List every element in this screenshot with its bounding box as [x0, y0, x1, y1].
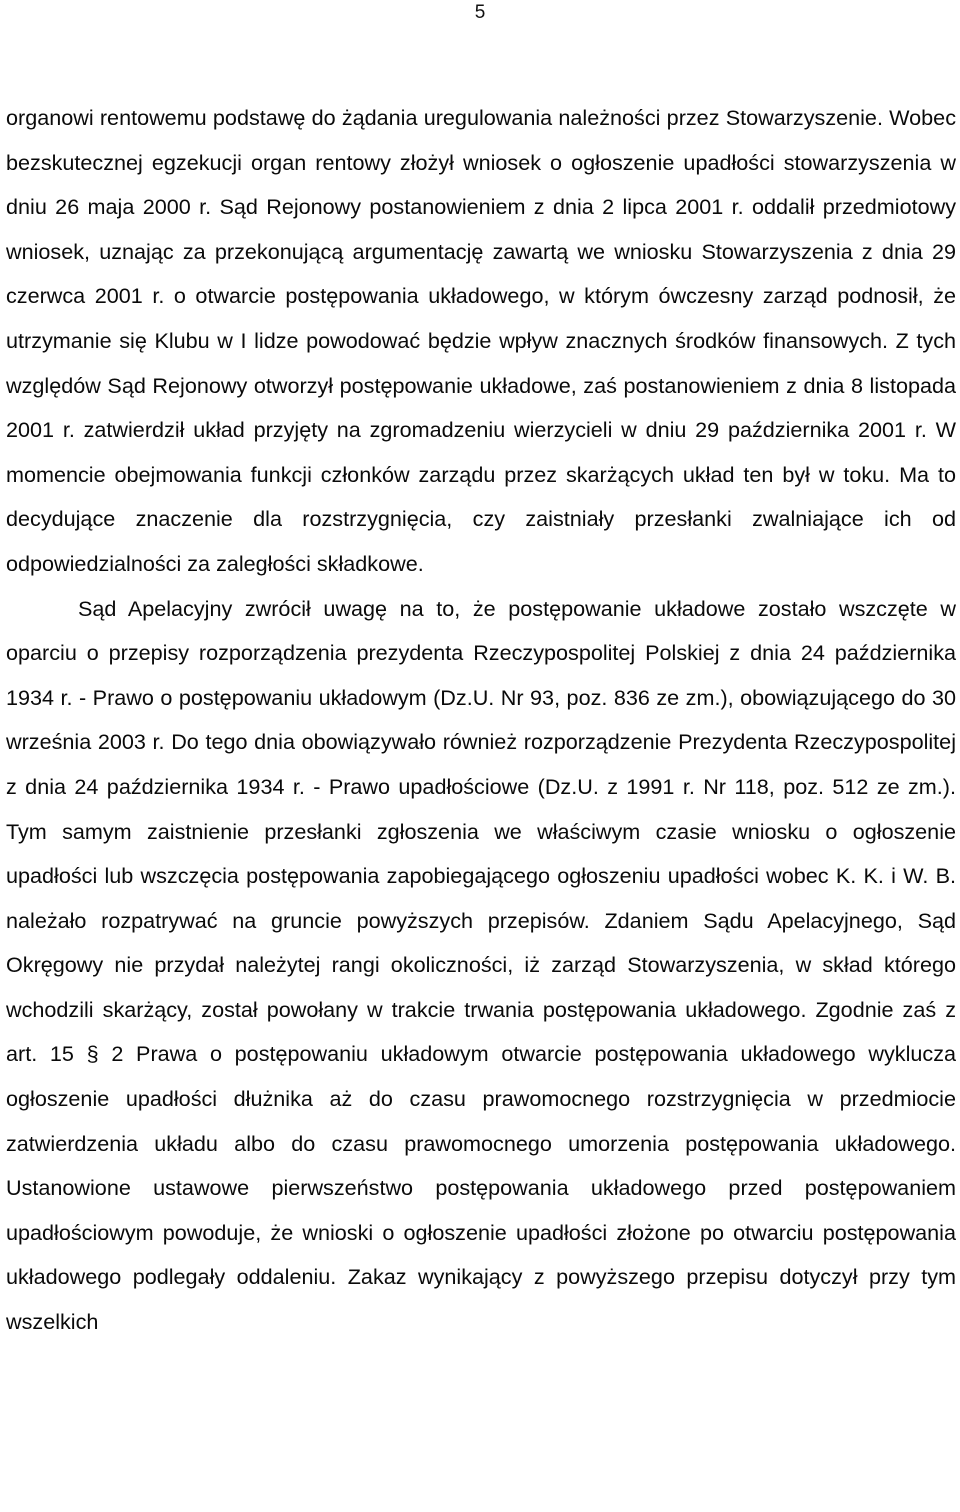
paragraph-1: organowi rentowemu podstawę do żądania uregulowania należności przez Stowarzyszenie. Wobec bezskutecznej egzekucji organ rentowy złożył wniosek o ogłoszenie upadłości stowarzyszenia w dniu 26 maja 2000 r. Sąd Rejonowy postanowieniem z dnia 2 lipca 2001 r. oddalił przedmiotowy wniosek, uznając za przekonującą argumentację zawartą we wniosku Stowarzyszenia z dnia 29 czerwca 2001 r. o otwarcie postępowania układowego, w którym ówczesny zarząd podnosił, że utrzymanie się Klubu w I lidze powodować będzie wpływ znacznych środków finansowych. Z tych względów Sąd Rejonowy otworzył postępowanie układowe, zaś postanowieniem z dnia 8 listopada 2001 r. zatwierdził układ przyjęty na zgromadzeniu wierzycieli w dniu 29 października 2001 r. W momencie obejmowania funkcji członków zarządu przez skarżących układ ten był w toku. Ma to decydujące znaczenie dla rozstrzygnięcia, czy zaistniały przesłanki zwalniające ich od odpowiedzialności za zaległości składkowe. — [6, 105, 956, 576]
paragraph-2: Sąd Apelacyjny zwrócił uwagę na to, że postępowanie układowe zostało wszczęte w oparciu o przepisy rozporządzenia prezydenta Rzeczypospolitej Polskiej z dnia 24 października 1934 r. - Prawo o postępowaniu układowym (Dz.U. Nr 93, poz. 836 ze zm.), obowiązującego do 30 września 2003 r. Do tego dnia obowiązywało również rozporządzenie Prezydenta Rzeczypospolitej z dnia 24 października 1934 r. - Prawo upadłościowe (Dz.U. z 1991 r. Nr 118, poz. 512 ze zm.). Tym samym zaistnienie przesłanki zgłoszenia we właściwym czasie wniosku o ogłoszenie upadłości lub wszczęcia postępowania zapobiegającego ogłoszeniu upadłości wobec K. K. i W. B. należało rozpatrywać na gruncie powyższych przepisów. Zdaniem Sądu Apelacyjnego, Sąd Okręgowy nie przydał należytej rangi okoliczności, iż zarząd Stowarzyszenia, w skład którego wchodzili skarżący, został powołany w trakcie trwania postępowania układowego. Zgodnie zaś z art. 15 § 2 Prawa o postępowaniu układowym otwarcie postępowania układowego wyklucza ogłoszenie upadłości dłużnika aż do czasu prawomocnego rozstrzygnięcia w przedmiocie zatwierdzenia układu albo do czasu prawomocnego umorzenia postępowania układowego. Ustanowione ustawowe pierwszeństwo postępowania układowego przed postępowaniem upadłościowym powoduje, że wnioski o ogłoszenie upadłości złożone po otwarciu postępowania układowego podlegały oddaleniu. Zakaz wynikający z powyższego przepisu dotyczył przy tym wszelkich — [6, 595, 956, 1335]
document-body — [6, 96, 956, 1345]
page-number: 5 — [474, 2, 486, 23]
